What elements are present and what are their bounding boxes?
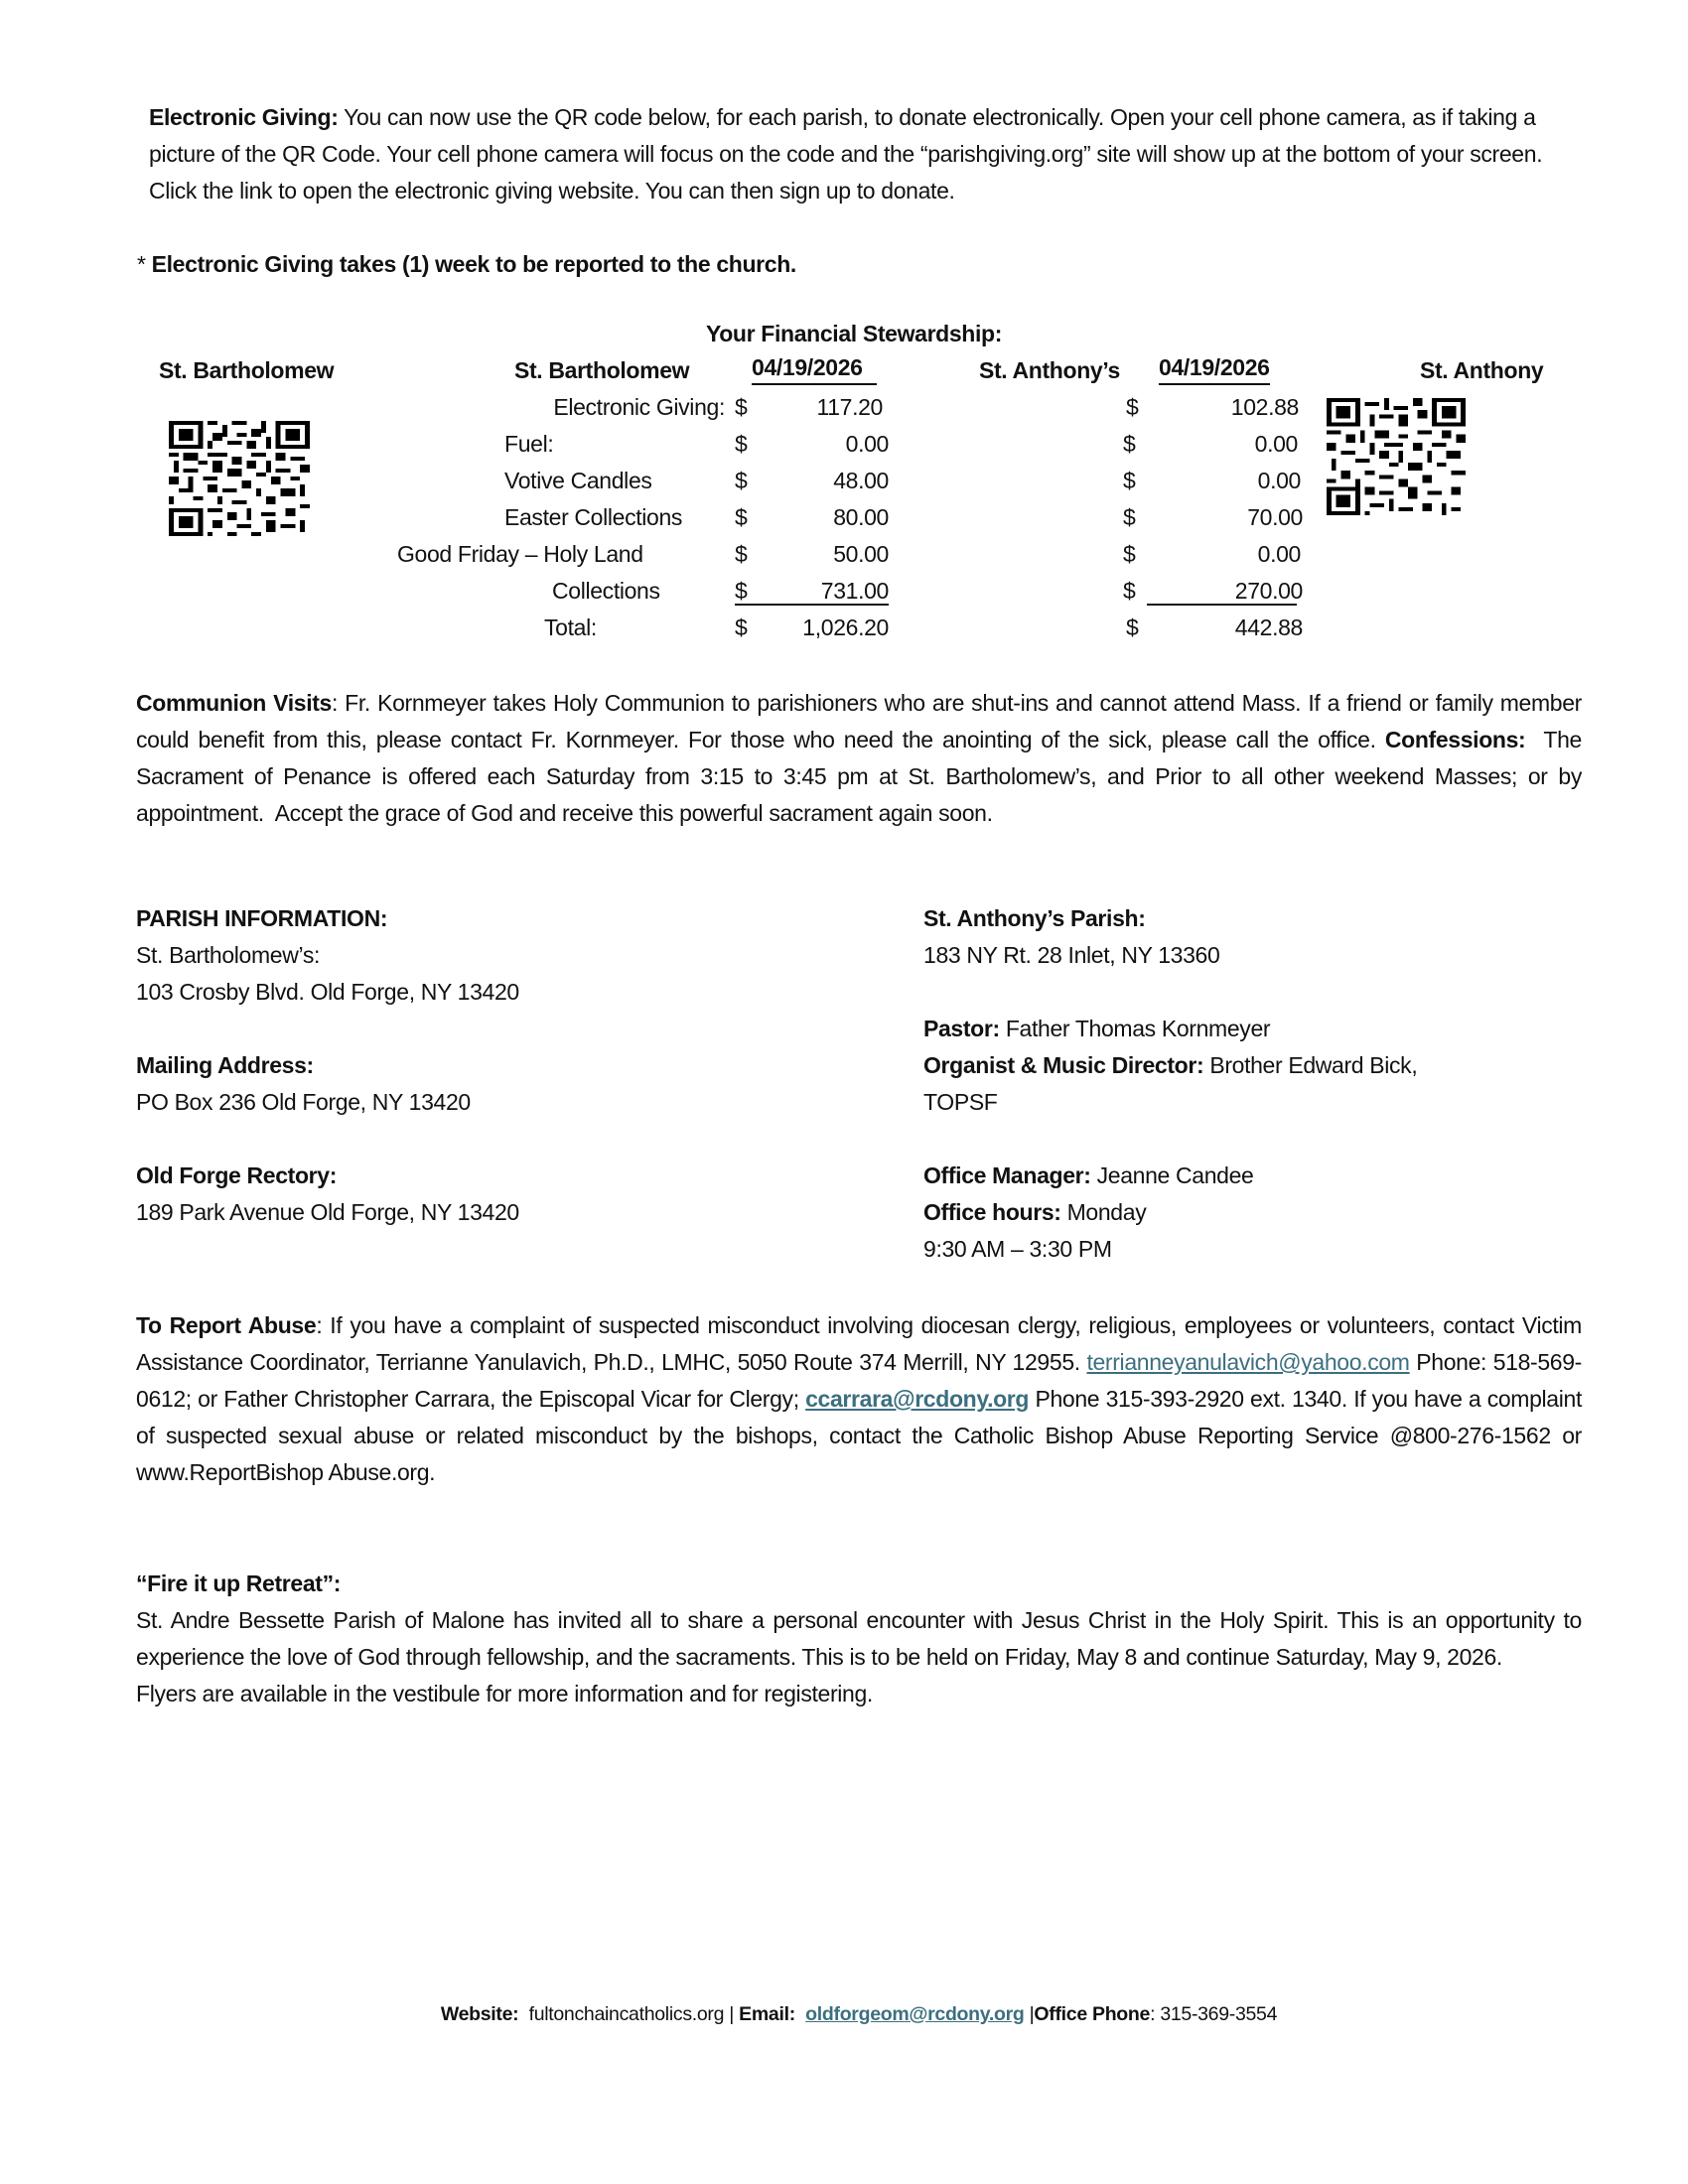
organist-suffix: TOPSF [923, 1089, 998, 1115]
organist-line: Organist & Music Director: Brother Edward Bick, [923, 1052, 1418, 1078]
st-bart-name: St. Bartholomew’s: [136, 942, 321, 968]
table-row: Votive Candles $ 48.00 $ 0.00 [504, 468, 1301, 493]
communion-section: Communion Visits: Fr. Kornmeyer takes Holy Communion to parishioners who are shut-ins and cannot attend Mass. If a friend or family member could benefit from this, please contact Fr. Kornmeyer. For those who need the anointing of the sick, please call the office. Confessions: The Sacrament of Penance is offered each Saturday from 3:15 to 3:45 pm at St. Bartholomew’s, and Prior to all other weekend Masses; or by appointment. Accept the grace of God and receive this powerful sacrament again soon. [136, 690, 1589, 826]
table-row: Fuel: $ 0.00 $ 0.00 [504, 431, 1298, 457]
office-manager-line: Office Manager: Jeanne Candee [923, 1162, 1254, 1188]
vicar-email-link[interactable]: ccarrara@rcdony.org [805, 1386, 1030, 1412]
col2-date: 04/19/2026 [1159, 352, 1270, 385]
table-row: Good Friday – Holy Land $ 50.00 $ 0.00 [397, 541, 1301, 567]
footer-phone: : 315-369-3554 [1150, 2003, 1278, 2025]
parish-info-right [923, 900, 1417, 1268]
stewardship-header-row [0, 352, 1688, 389]
right-qr-label: St. Anthony [1420, 357, 1544, 383]
electronic-giving-heading: Electronic Giving: [149, 104, 339, 130]
st-anthony-address: 183 NY Rt. 28 Inlet, NY 13360 [923, 942, 1220, 968]
table-row: Collections $ 731.00 $ 270.00 [0, 573, 1688, 610]
office-hours-time: 9:30 AM – 3:30 PM [923, 1236, 1112, 1262]
parish-info-heading: PARISH INFORMATION: [136, 905, 388, 931]
page-footer: Website: fultonchaincatholics.org | Email: oldforgeom@rcdony.org |Office Phone: 315-369-3554 [440, 2003, 1278, 2025]
confessions-heading: Confessions: [1384, 727, 1526, 752]
office-hours-line: Office hours: Monday [923, 1199, 1147, 1225]
col2-header: St. Anthony’s [979, 357, 1120, 383]
table-row-total: Total: $ 1,026.20 $ 442.88 [544, 614, 1303, 640]
footer-website[interactable]: fultonchaincatholics.org | [518, 2003, 740, 2025]
retreat-flyers: Flyers are available in the vestibule for more information and for registering. [136, 1681, 873, 1706]
qr-code-st-bartholomew-icon[interactable] [169, 421, 310, 536]
parish-info-left [136, 900, 519, 1231]
electronic-giving-section [149, 99, 1582, 209]
table-row: Electronic Giving: $ 117.20 $ 102.88 [553, 394, 1299, 420]
qr-code-st-anthony-icon[interactable] [1327, 398, 1466, 515]
st-bart-address: 103 Crosby Blvd. Old Forge, NY 13420 [136, 979, 519, 1005]
mailing-heading: Mailing Address: [136, 1052, 314, 1078]
footer-email-label: Email: [739, 2003, 795, 2025]
footer-phone-label: Office Phone [1034, 2003, 1151, 2025]
mailing-address: PO Box 236 Old Forge, NY 13420 [136, 1089, 471, 1115]
left-qr-label: St. Bartholomew [159, 357, 335, 383]
retreat-section [136, 1566, 1582, 1712]
retreat-heading: “Fire it up Retreat”: [136, 1570, 342, 1596]
electronic-giving-note: * Electronic Giving takes (1) week to be reported to the church. [137, 251, 796, 277]
report-abuse-heading: To Report Abuse [136, 1312, 317, 1338]
rectory-address: 189 Park Avenue Old Forge, NY 13420 [136, 1199, 519, 1225]
footer-website-label: Website: [440, 2003, 519, 2025]
col1-date: 04/19/2026 [752, 352, 877, 385]
col1-header: St. Bartholomew [514, 357, 690, 383]
pastor-line: Pastor: Father Thomas Kornmeyer [923, 1016, 1271, 1041]
report-abuse-section: To Report Abuse: If you have a complaint of suspected misconduct involving diocesan clergy, religious, employees or volunteers, contact Victim Assistance Coordinator, Terrianne Yanulavich, Ph.D., LMHC, 5050 Route 374 Merrill, NY 12955. terrianneyanulavich@yahoo.com Phone: 518-569-0612; or Father Christopher Carrara, the Episcopal Vicar for Clergy; ccarrara@rcdony.org Phone 315-393-2920 ext. 1340. If you have a complaint of suspected sexual abuse or related misconduct by the bishops, contact the Catholic Bishop Abuse Reporting Service @800-276-1562 or www.ReportBishop Abuse.org. [136, 1312, 1582, 1485]
victim-assistance-email-link[interactable]: terrianneyanulavich@yahoo.com [1086, 1349, 1410, 1375]
retreat-body: St. Andre Bessette Parish of Malone has invited all to share a personal encounter with Jesus Christ in the Holy Spirit. This is an opportunity to experience the love of God through fellowship, and the sacraments. This is to be held on Friday, May 8 and continue Saturday, May 9, 2026. [136, 1607, 1582, 1670]
communion-heading: Communion Visits [136, 690, 332, 716]
stewardship-title: Your Financial Stewardship: [705, 321, 1003, 346]
st-anthony-heading: St. Anthony’s Parish: [923, 905, 1146, 931]
table-row: Easter Collections $ 80.00 $ 70.00 [504, 504, 1303, 530]
footer-email-link[interactable]: oldforgeom@rcdony.org [805, 2003, 1025, 2025]
rectory-heading: Old Forge Rectory: [136, 1162, 338, 1188]
electronic-giving-paragraph: Electronic Giving: You can now use the QR code below, for each parish, to donate electronically. Open your cell phone camera, as if taking a picture of the QR Code. Your cell phone camera will focus on the code and the “parishgiving.org” site will show up at the bottom of your screen. Click the link to open the electronic giving website. You can then sign up to donate. [149, 104, 1543, 204]
